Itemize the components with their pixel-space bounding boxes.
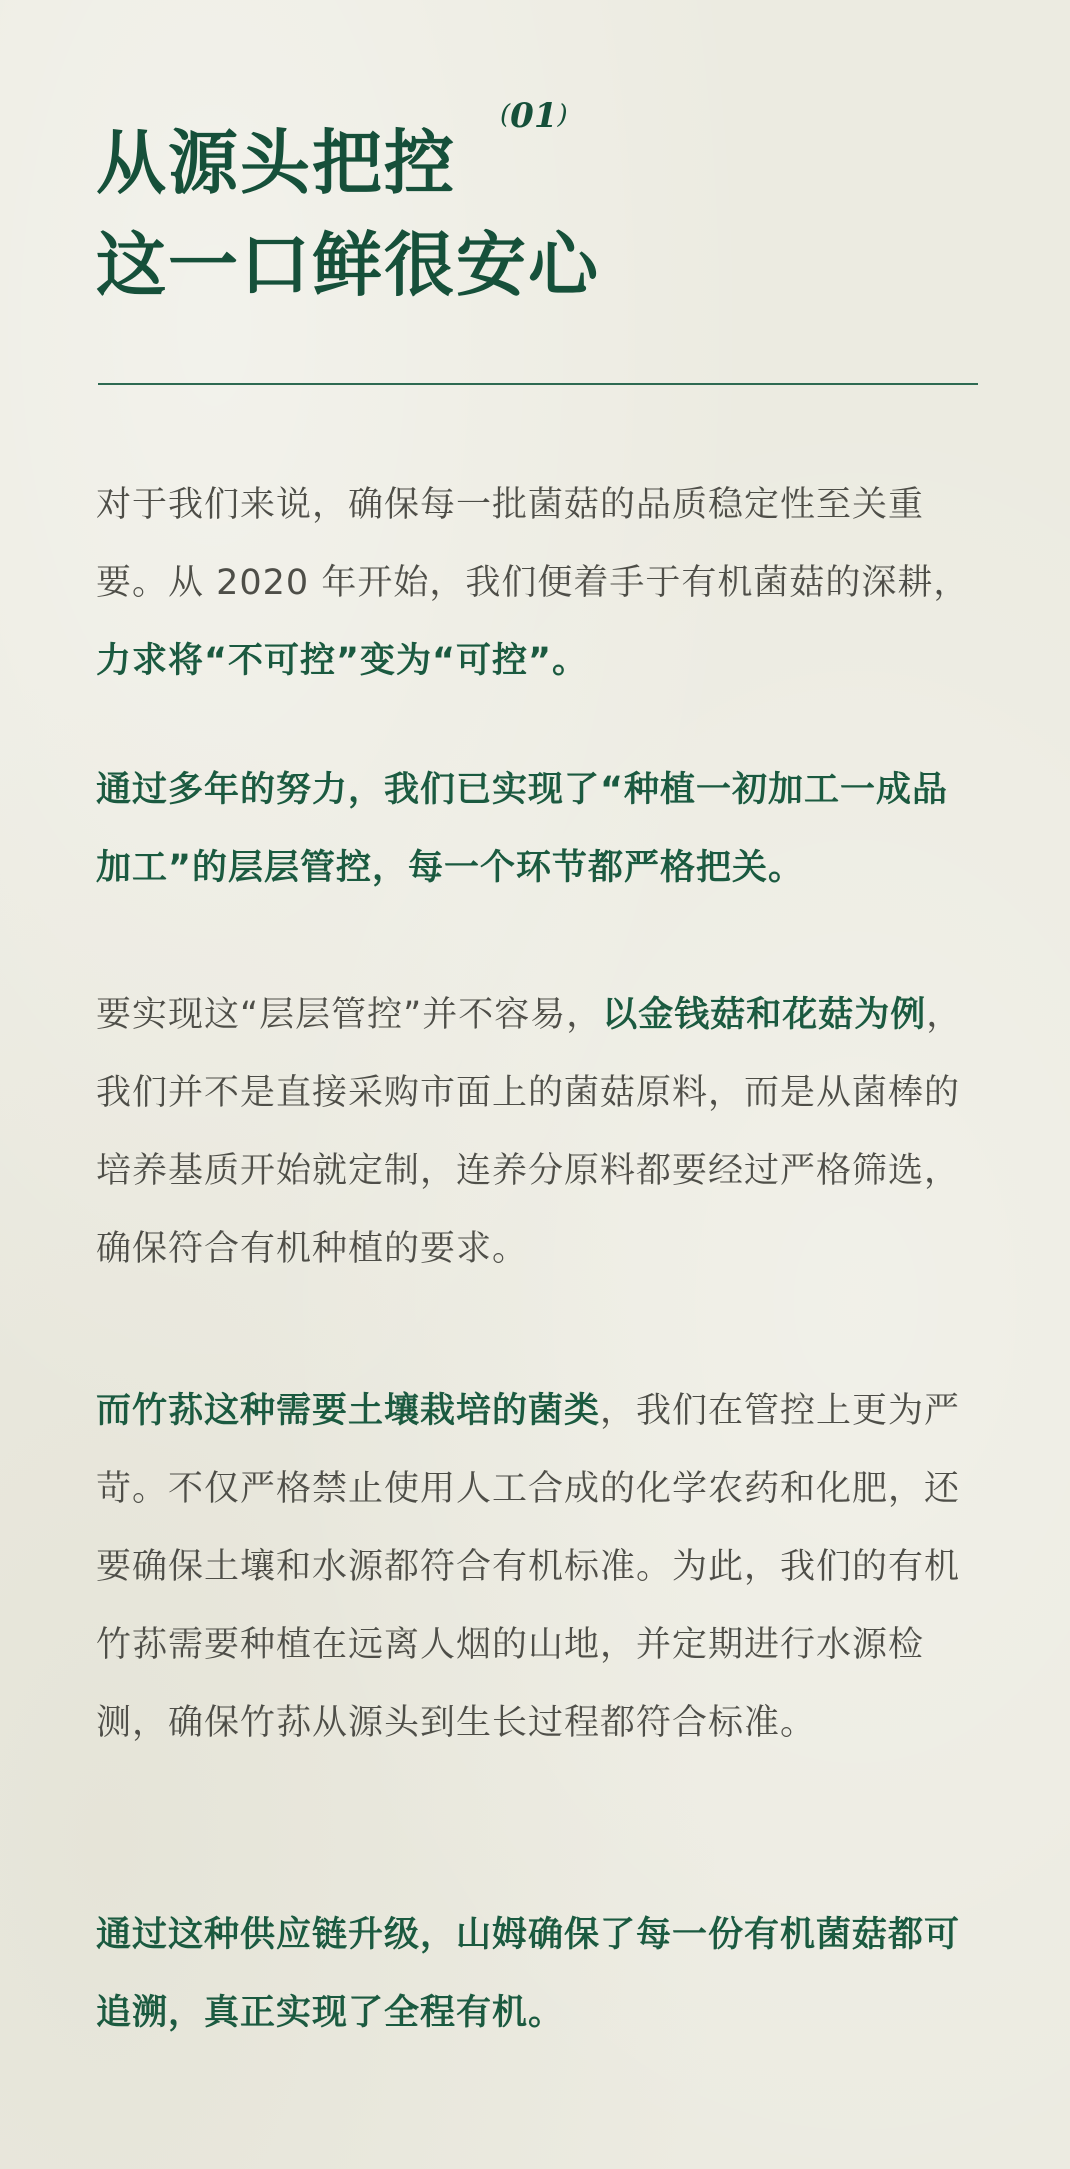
paragraph-3	[96, 976, 981, 1288]
paragraph-4-rest: ，我们在管控上更为严苛。不仅严格禁止使用人工合成的化学农药和化肥，还要确保土壤和水源都符合有机标准。为此，我们的有机竹荪需要种植在远离人烟的山地，并定期进行水源检测，确保竹荪从源头到生长过程都符合标准。	[96, 1391, 961, 1743]
title-line-1: 从源头把控	[96, 122, 456, 204]
paragraph-5-text: 通过这种供应链升级，山姆确保了每一份有机菌菇都可追溯，真正实现了全程有机。	[96, 1915, 961, 2033]
paragraph-1	[96, 466, 981, 700]
badge-close-paren: )	[557, 100, 568, 130]
paragraph-3-lead: 要实现这“层层管控”并不容易，	[96, 995, 603, 1035]
paragraph-2	[96, 751, 981, 907]
paragraph-1-highlight: 力求将“不可控”变为“可控”。	[96, 641, 589, 681]
paragraph-2-text: 通过多年的努力，我们已实现了“种植一初加工一成品加工”的层层管控，每一个环节都严格把关。	[96, 770, 949, 888]
section-number-badge	[500, 96, 568, 136]
badge-open-paren: (	[500, 100, 511, 130]
badge-number: 01	[510, 96, 558, 136]
paragraph-3-rest: ，我们并不是直接采购市面上的菌菇原料，而是从菌棒的培养基质开始就定制，连养分原料都要经过严格筛选，确保符合有机种植的要求。	[96, 995, 963, 1269]
paragraph-4-highlight: 而竹荪这种需要土壤栽培的菌类	[96, 1391, 601, 1431]
title-line-2: 这一口鲜很安心	[96, 224, 600, 306]
paragraph-1-text: 对于我们来说，确保每一批菌菇的品质稳定性至关重要。从 2020 年开始，我们便着手于有机菌菇的深耕，	[96, 485, 970, 603]
title-divider	[98, 383, 978, 385]
page-title	[96, 112, 796, 316]
paragraph-5	[96, 1896, 981, 2052]
paragraph-3-highlight: 以金钱菇和花菇为例	[602, 995, 927, 1035]
paragraph-4	[96, 1372, 981, 1762]
